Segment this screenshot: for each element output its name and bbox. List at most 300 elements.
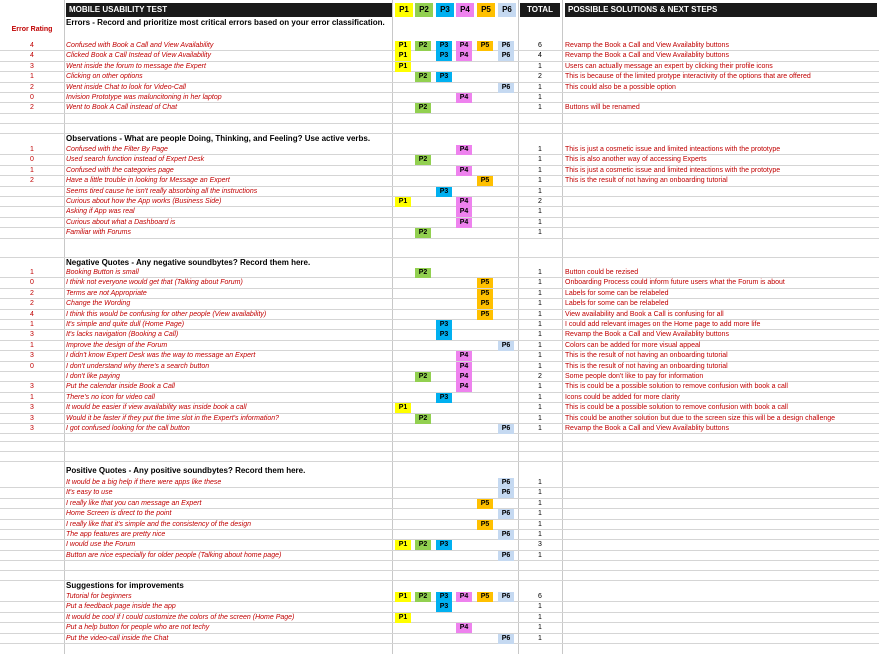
- participant-chip-p4: P4: [456, 623, 472, 633]
- participant-chip-p1: P1: [395, 540, 411, 550]
- observation-text: Booking Button is small: [66, 269, 139, 276]
- solution-text: [565, 218, 877, 228]
- observation-text: Went inside Chat to look for Video-Call: [66, 83, 186, 91]
- observation-text: I don't understand why there's a search button: [66, 362, 210, 370]
- row-total: 1: [538, 300, 542, 308]
- observation-text: Seems tired cause he isn't really absorbing all the instructions: [66, 187, 258, 195]
- section-title: Observations - What are people Doing, Thinking, and Feeling? Use active verbs.: [66, 134, 371, 143]
- solution-text: Revamp the Book a Call and View Availablity buttons: [565, 331, 729, 339]
- row-total: 1: [538, 341, 542, 349]
- error-rating: 1: [30, 269, 34, 276]
- table-row[interactable]: [0, 613, 879, 623]
- empty-row: [0, 432, 879, 442]
- participant-chip-p6: P6: [498, 592, 514, 602]
- participant-header-p6: P6: [498, 3, 516, 17]
- row-total: 2: [538, 373, 542, 380]
- row-total: 4: [538, 52, 542, 60]
- table-row[interactable]: [0, 83, 879, 93]
- error-rating: [0, 207, 64, 217]
- error-rating: 1: [30, 146, 34, 153]
- participant-header-p1: P1: [395, 3, 413, 17]
- header-solutions: POSSIBLE SOLUTIONS & NEXT STEPS: [565, 3, 877, 17]
- table-row[interactable]: [0, 362, 879, 372]
- participant-chip-p4: P4: [456, 207, 472, 217]
- row-total: 1: [538, 352, 542, 360]
- observation-text: I think this would be confusing for other people (View availability): [66, 310, 267, 318]
- table-row[interactable]: [0, 103, 879, 113]
- participant-chip-p4: P4: [456, 382, 472, 392]
- participant-chip-p6: P6: [498, 551, 514, 561]
- row-total: 1: [538, 414, 542, 422]
- row-total: 3: [538, 541, 542, 549]
- table-row[interactable]: [0, 330, 879, 340]
- solution-text: [565, 509, 877, 519]
- error-rating: [0, 551, 64, 561]
- row-total: 2: [538, 198, 542, 205]
- solution-text: [565, 602, 877, 612]
- table-row[interactable]: [0, 187, 879, 197]
- solution-text: This is could be a possible solution to remove confusion with book a call: [565, 404, 788, 412]
- error-rating: 0: [30, 94, 34, 101]
- solution-text: This could also be a possible option: [565, 83, 676, 91]
- solution-text: [565, 520, 877, 530]
- participant-chip-p1: P1: [395, 41, 411, 51]
- table-row[interactable]: [0, 218, 879, 228]
- row-total: 6: [538, 593, 542, 600]
- header-total: TOTAL: [520, 3, 560, 17]
- error-rating: [0, 520, 64, 530]
- empty-row: [0, 124, 879, 134]
- table-row[interactable]: [0, 478, 879, 488]
- participant-chip-p1: P1: [395, 592, 411, 602]
- observation-text: Put a feedback page inside the app: [66, 603, 176, 611]
- observation-text: Curious about how the App works (Business Side): [66, 198, 222, 205]
- row-total: 2: [538, 73, 542, 81]
- section-title: Positive Quotes - Any positive soundbytes? Record them here.: [66, 466, 306, 475]
- observation-text: It would be cool if I could customize the colors of the screen (Home Page): [66, 613, 295, 621]
- participant-header-p2: P2: [415, 3, 433, 17]
- row-total: 1: [538, 425, 542, 432]
- table-row[interactable]: [0, 197, 879, 207]
- empty-row: [0, 248, 879, 258]
- participant-chip-p6: P6: [498, 488, 514, 498]
- row-total: 1: [538, 208, 542, 216]
- participant-chip-p3: P3: [436, 72, 452, 82]
- participant-chip-p5: P5: [477, 299, 493, 309]
- observation-text: Put a help button for people who are not techy: [66, 624, 210, 632]
- table-row[interactable]: [0, 372, 879, 382]
- observation-text: I would use the Forum: [66, 541, 136, 549]
- observation-text: Familiar with Forums: [66, 229, 131, 237]
- row-total: 1: [538, 551, 542, 559]
- row-total: 1: [538, 489, 542, 497]
- participant-chip-p4: P4: [456, 362, 472, 372]
- observation-text: Home Screen is direct to the point: [66, 510, 172, 518]
- table-row[interactable]: [0, 499, 879, 509]
- observation-text: I really like that it's simple and the consistency of the design: [66, 520, 251, 528]
- row-total: 1: [538, 177, 542, 185]
- row-total: 1: [538, 146, 542, 153]
- solution-text: [565, 530, 877, 540]
- participant-chip-p5: P5: [477, 41, 493, 51]
- error-rating: 1: [30, 73, 34, 81]
- empty-row: [0, 561, 879, 571]
- solution-text: [565, 499, 877, 509]
- participant-chip-p2: P2: [415, 540, 431, 550]
- error-rating: 0: [30, 156, 34, 164]
- participant-chip-p3: P3: [436, 51, 452, 61]
- solution-text: Revamp the Book a Call and View Availablity buttons: [565, 425, 729, 432]
- error-rating: 3: [30, 331, 34, 339]
- participant-chip-p2: P2: [415, 228, 431, 238]
- observation-text: I really like that you can message an Expert: [66, 499, 202, 507]
- table-row[interactable]: [0, 320, 879, 330]
- table-row[interactable]: [0, 299, 879, 309]
- participant-chip-p4: P4: [456, 592, 472, 602]
- participant-chip-p4: P4: [456, 145, 472, 155]
- observation-text: Have a little trouble in looking for Message an Expert: [66, 177, 230, 185]
- empty-row: [0, 452, 879, 462]
- solution-text: Some people don't like to pay for information: [565, 373, 704, 380]
- table-row[interactable]: [0, 520, 879, 530]
- observation-text: It's easy to use: [66, 489, 113, 497]
- table-row[interactable]: [0, 540, 879, 550]
- table-row[interactable]: [0, 145, 879, 155]
- row-total: 1: [538, 218, 542, 226]
- solution-text: View availability and Book a Call is confusing for all: [565, 310, 724, 318]
- solution-text: [565, 634, 877, 644]
- row-total: 1: [538, 62, 542, 70]
- header-title: MOBILE USABILITY TEST: [66, 3, 392, 17]
- solution-text: Labels for some can be relabeled: [565, 289, 669, 297]
- table-row[interactable]: [0, 602, 879, 612]
- error-rating: [0, 488, 64, 498]
- error-rating: [0, 218, 64, 228]
- row-total: 1: [538, 603, 542, 611]
- table-row[interactable]: [0, 393, 879, 403]
- solution-text: [565, 551, 877, 561]
- solution-text: [565, 488, 877, 498]
- error-rating: [0, 602, 64, 612]
- participant-chip-p6: P6: [498, 341, 514, 351]
- participant-header-p3: P3: [436, 3, 454, 17]
- table-row[interactable]: [0, 623, 879, 633]
- solution-text: [565, 228, 877, 238]
- participant-chip-p3: P3: [436, 41, 452, 51]
- row-total: 1: [538, 613, 542, 621]
- participant-chip-p3: P3: [436, 330, 452, 340]
- table-row[interactable]: [0, 176, 879, 186]
- observation-text: Put the video-call inside the Chat: [66, 634, 169, 642]
- error-rating: [0, 228, 64, 238]
- solution-text: This is the result of not having an onboarding tutorial: [565, 352, 728, 360]
- observation-text: Improve the design of the Forum: [66, 341, 168, 349]
- participant-chip-p5: P5: [477, 176, 493, 186]
- table-row[interactable]: [0, 634, 879, 644]
- row-total: 1: [538, 310, 542, 318]
- table-row[interactable]: [0, 551, 879, 561]
- row-total: 1: [538, 404, 542, 412]
- solution-text: This is just a cosmetic issue and limited inteactions with the prototype: [565, 146, 781, 153]
- error-rating: 3: [30, 414, 34, 422]
- section-title: Errors - Record and prioritize most critical errors based on your error classification.: [66, 18, 385, 27]
- solution-text: This is could be a possible solution to remove confusion with book a call: [565, 383, 788, 391]
- section-title: Suggestions for improvements: [66, 581, 184, 590]
- participant-chip-p6: P6: [498, 530, 514, 540]
- solution-text: [565, 478, 877, 488]
- solution-text: Buttons will be renamed: [565, 104, 640, 112]
- row-total: 1: [538, 510, 542, 518]
- observation-text: Went to Book A Call instead of Chat: [66, 104, 178, 112]
- row-total: 1: [538, 624, 542, 632]
- observation-text: Asking if App was real: [66, 208, 135, 216]
- participant-chip-p2: P2: [415, 372, 431, 382]
- error-rating: [0, 509, 64, 519]
- error-rating: [0, 372, 64, 382]
- participant-chip-p6: P6: [498, 478, 514, 488]
- participant-chip-p3: P3: [436, 540, 452, 550]
- error-rating: [0, 613, 64, 623]
- observation-text: I think not everyone would get that (Talking about Forum): [66, 279, 243, 287]
- row-total: 1: [538, 94, 542, 101]
- error-rating: [0, 187, 64, 197]
- table-row[interactable]: [0, 228, 879, 238]
- solution-text: Revamp the Book a Call and View Availablity buttons: [565, 52, 729, 60]
- error-rating: [0, 623, 64, 633]
- solution-text: This is the result of not having an onboarding tutorial: [565, 177, 728, 185]
- error-rating: [0, 499, 64, 509]
- row-total: 1: [538, 362, 542, 370]
- error-rating: 1: [30, 321, 34, 328]
- table-row[interactable]: [0, 155, 879, 165]
- table-row[interactable]: [0, 509, 879, 519]
- error-rating: 3: [30, 62, 34, 70]
- table-row[interactable]: [0, 403, 879, 413]
- solution-text: Button could be rezised: [565, 269, 639, 276]
- row-total: 1: [538, 166, 542, 174]
- observation-text: I got confused looking for the call button: [66, 425, 190, 432]
- solution-text: This could be another solution but due to the screen size this will be a design challenge: [565, 414, 836, 422]
- participant-chip-p2: P2: [415, 155, 431, 165]
- observation-text: It's lacks navigation (Booking a Call): [66, 331, 179, 339]
- observation-text: Confused with the Filter By Page: [66, 146, 168, 153]
- solution-text: Revamp the Book a Call and View Availablity buttons: [565, 42, 729, 49]
- observation-text: Clicked Book a Call Instead of View Availability: [66, 52, 212, 60]
- error-rating: [0, 530, 64, 540]
- table-row[interactable]: [0, 166, 879, 176]
- error-rating: 1: [30, 166, 34, 174]
- observation-text: I don't like paying: [66, 373, 120, 380]
- participant-chip-p2: P2: [415, 72, 431, 82]
- observation-text: Put the calendar inside Book a Call: [66, 383, 175, 391]
- error-rating: 2: [30, 104, 34, 112]
- participant-chip-p2: P2: [415, 41, 431, 51]
- row-total: 1: [538, 634, 542, 642]
- table-row[interactable]: [0, 51, 879, 61]
- participant-chip-p4: P4: [456, 93, 472, 103]
- participant-chip-p6: P6: [498, 83, 514, 93]
- participant-chip-p6: P6: [498, 51, 514, 61]
- participant-chip-p3: P3: [436, 393, 452, 403]
- solution-text: Icons could be added for more clarity: [565, 393, 680, 401]
- observation-text: Went inside the forum to message the Expert: [66, 62, 206, 70]
- participant-chip-p5: P5: [477, 289, 493, 299]
- row-total: 6: [538, 42, 542, 49]
- solution-text: [565, 592, 877, 602]
- participant-chip-p1: P1: [395, 613, 411, 623]
- error-rating: 0: [30, 279, 34, 287]
- row-total: 1: [538, 289, 542, 297]
- observation-text: The app features are pretty nice: [66, 531, 166, 538]
- participant-chip-p1: P1: [395, 197, 411, 207]
- observation-text: There's no icon for video call: [66, 393, 155, 401]
- row-total: 1: [538, 531, 542, 538]
- error-rating: 4: [30, 310, 34, 318]
- observation-text: It would be easier if view availability was inside book a call: [66, 404, 247, 412]
- row-total: 1: [538, 499, 542, 507]
- row-total: 1: [538, 393, 542, 401]
- error-rating: 4: [30, 52, 34, 60]
- solution-text: Users can actually message an expert by clicking their profile icons: [565, 62, 773, 70]
- solution-text: I could add relevant images on the Home page to add more life: [565, 321, 761, 328]
- solution-text: [565, 207, 877, 217]
- error-rating: [0, 197, 64, 207]
- participant-chip-p6: P6: [498, 509, 514, 519]
- participant-chip-p5: P5: [477, 499, 493, 509]
- table-row[interactable]: [0, 41, 879, 51]
- error-rating: [0, 592, 64, 602]
- observation-text: Terms are not Appropriate: [66, 289, 147, 297]
- table-row[interactable]: [0, 592, 879, 602]
- error-rating: 2: [30, 300, 34, 308]
- row-total: 1: [538, 83, 542, 91]
- row-total: 1: [538, 479, 542, 486]
- solution-text: This is just a cosmetic issue and limited inteactions with the prototype: [565, 166, 781, 174]
- participant-chip-p1: P1: [395, 403, 411, 413]
- participant-header-p5: P5: [477, 3, 495, 17]
- participant-chip-p3: P3: [436, 187, 452, 197]
- observation-text: I didn't know Expert Desk was the way to message an Expert: [66, 352, 256, 360]
- table-row[interactable]: [0, 62, 879, 72]
- error-rating: 3: [30, 383, 34, 391]
- error-rating: 4: [30, 42, 34, 49]
- participant-chip-p1: P1: [395, 51, 411, 61]
- participant-chip-p5: P5: [477, 592, 493, 602]
- error-rating: 3: [30, 425, 34, 432]
- table-row[interactable]: [0, 351, 879, 361]
- table-row[interactable]: [0, 93, 879, 103]
- solution-text: [565, 187, 877, 197]
- observation-text: Would it be faster if they put the time slot in the Expert's information?: [66, 414, 279, 422]
- participant-chip-p4: P4: [456, 51, 472, 61]
- error-rating: 3: [30, 352, 34, 360]
- participant-chip-p2: P2: [415, 592, 431, 602]
- error-rating: 1: [30, 393, 34, 401]
- observation-text: Confused with the categories page: [66, 166, 174, 174]
- row-total: 1: [538, 331, 542, 339]
- observation-text: Button are nice especially for older people (Talking about home page): [66, 551, 282, 559]
- error-rating: [0, 478, 64, 488]
- error-rating: 2: [30, 83, 34, 91]
- table-row[interactable]: [0, 310, 879, 320]
- participant-chip-p2: P2: [415, 268, 431, 278]
- error-rating: [0, 634, 64, 644]
- observation-text: Invision Prototype was maluncitoning in her laptop: [66, 94, 222, 101]
- table-row[interactable]: [0, 414, 879, 424]
- table-row[interactable]: [0, 289, 879, 299]
- observation-text: Confused with Book a Call and View Availability: [66, 42, 214, 49]
- participant-chip-p4: P4: [456, 218, 472, 228]
- participant-chip-p3: P3: [436, 592, 452, 602]
- participant-chip-p1: P1: [395, 62, 411, 72]
- solution-text: [565, 540, 877, 550]
- solution-text: This is because of the limited protype interactivity of the options that are offered: [565, 73, 811, 81]
- table-row[interactable]: [0, 72, 879, 82]
- solution-text: [565, 197, 877, 207]
- participant-chip-p3: P3: [436, 320, 452, 330]
- solution-text: [565, 93, 877, 103]
- participant-chip-p5: P5: [477, 310, 493, 320]
- solution-text: Labels for some can be relabeled: [565, 300, 669, 308]
- error-rating: [0, 540, 64, 550]
- participant-chip-p4: P4: [456, 41, 472, 51]
- empty-row: [0, 442, 879, 452]
- error-rating-header: Error Rating: [11, 26, 53, 33]
- table-row[interactable]: [0, 488, 879, 498]
- table-row[interactable]: [0, 530, 879, 540]
- solution-text: Onboarding Process could inform future users what the Forum is about: [565, 279, 785, 287]
- observation-text: Tutorial for beginners: [66, 593, 132, 600]
- row-total: 1: [538, 321, 542, 328]
- observation-text: Used search function instead of Expert Desk: [66, 156, 205, 164]
- observation-text: Curious about what a Dashboard is: [66, 218, 176, 226]
- section-title: Negative Quotes - Any negative soundbytes? Record them here.: [66, 258, 311, 267]
- row-total: 1: [538, 520, 542, 528]
- table-row[interactable]: [0, 341, 879, 351]
- error-rating: 1: [30, 341, 34, 349]
- empty-row: [0, 571, 879, 581]
- row-total: 1: [538, 156, 542, 164]
- table-row[interactable]: [0, 278, 879, 288]
- observation-text: It's simple and quite dull (Home Page): [66, 321, 185, 328]
- participant-chip-p2: P2: [415, 103, 431, 113]
- empty-row: [0, 114, 879, 124]
- row-total: 1: [538, 104, 542, 112]
- row-total: 1: [538, 229, 542, 237]
- participant-chip-p3: P3: [436, 602, 452, 612]
- observation-text: It would be a big help if there were apps like these: [66, 479, 222, 486]
- solution-text: This is also another way of accessing Experts: [565, 156, 707, 164]
- solution-text: [565, 613, 877, 623]
- table-row[interactable]: [0, 268, 879, 278]
- participant-chip-p6: P6: [498, 424, 514, 434]
- participant-chip-p5: P5: [477, 520, 493, 530]
- observation-text: Change the Wording: [66, 300, 131, 308]
- participant-chip-p5: P5: [477, 278, 493, 288]
- participant-header-p4: P4: [456, 3, 474, 17]
- participant-chip-p4: P4: [456, 372, 472, 382]
- participant-chip-p4: P4: [456, 166, 472, 176]
- row-total: 1: [538, 269, 542, 276]
- participant-chip-p6: P6: [498, 41, 514, 51]
- table-row[interactable]: [0, 382, 879, 392]
- observation-text: Clicking on other options: [66, 73, 143, 81]
- table-row[interactable]: [0, 207, 879, 217]
- error-rating: 0: [30, 362, 34, 370]
- participant-chip-p4: P4: [456, 351, 472, 361]
- error-rating: 2: [30, 289, 34, 297]
- row-total: 1: [538, 187, 542, 195]
